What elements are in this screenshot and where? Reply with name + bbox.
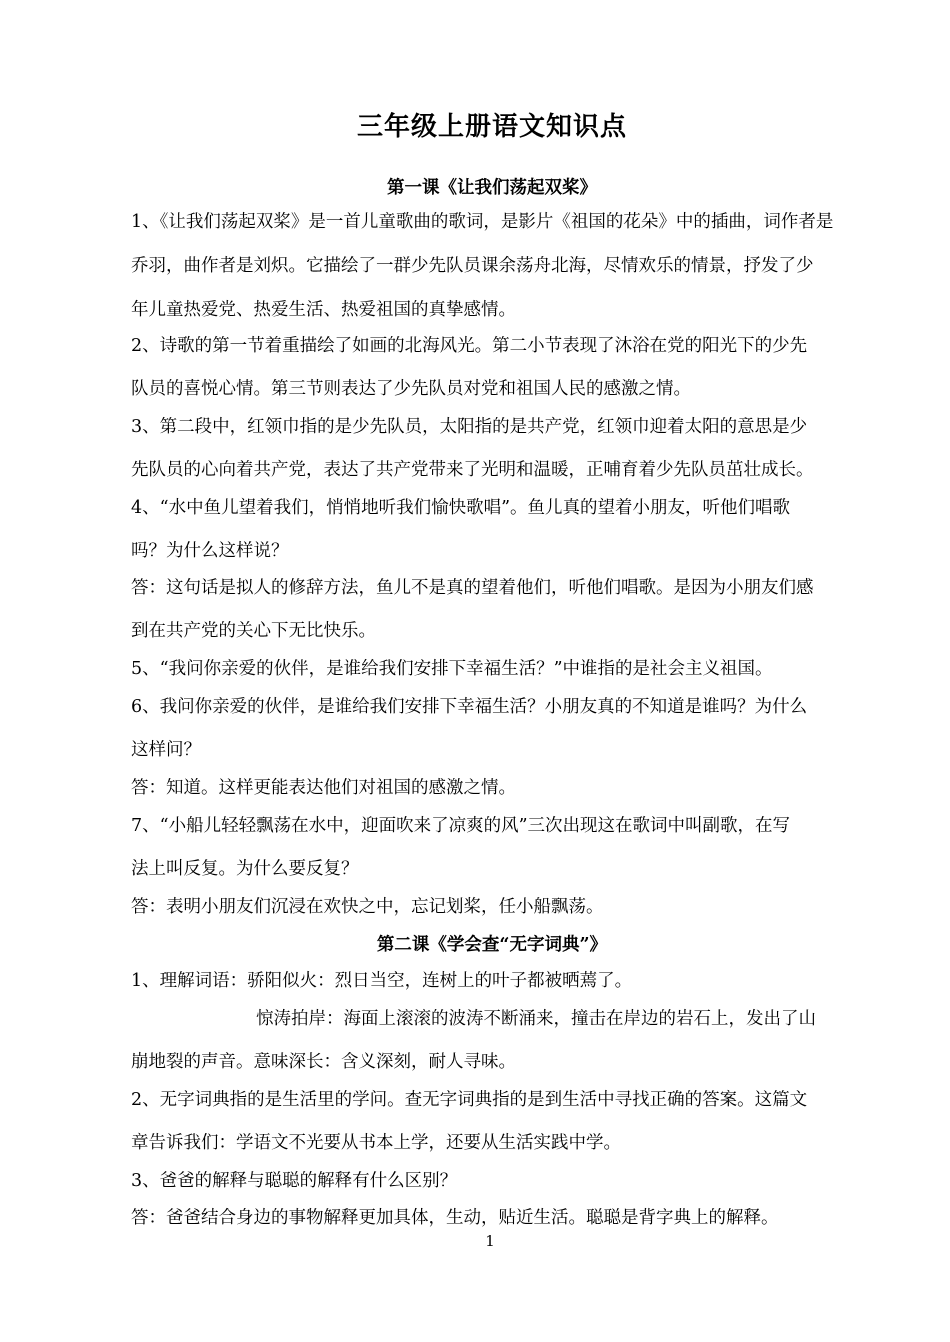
document-title: 三年级上册语文知识点 <box>356 112 627 142</box>
lesson1-heading: 第一课《让我们荡起双桨》 <box>387 178 597 198</box>
answer-line: 到在共产党的关心下无比快乐。 <box>131 621 376 641</box>
answer-line: 答：表明小朋友们沉浸在欢快之中，忘记划桨，任小船飘荡。 <box>131 897 604 917</box>
answer-line: 答：爸爸结合身边的事物解释更加具体，生动，贴近生活。聪聪是背字典上的解释。 <box>131 1208 779 1228</box>
paragraph-line: 1、理解词语：骄阳似火：烈日当空，连树上的叶子都被晒蔫了。 <box>131 971 633 991</box>
paragraph-line: 惊涛拍岸：海面上滚滚的波涛不断涌来，撞击在岸边的岩石上，发出了山 <box>256 1009 816 1029</box>
paragraph-line: 6、我问你亲爱的伙伴，是谁给我们安排下幸福生活？小朋友真的不知道是谁吗？为什么 <box>131 697 808 717</box>
paragraph-line: 3、第二段中，红领巾指的是少先队员，太阳指的是共产党，红领巾迎着太阳的意思是少 <box>131 417 808 437</box>
paragraph-line: 4、“水中鱼儿望着我们，悄悄地听我们愉快歌唱”。鱼儿真的望着小朋友，听他们唱歌 <box>131 498 791 518</box>
answer-line: 答：知道。这样更能表达他们对祖国的感激之情。 <box>131 778 516 798</box>
paragraph-line: 法上叫反复。为什么要反复？ <box>131 859 359 879</box>
lesson2-heading: 第二课《学会查“无字词典”》 <box>376 935 608 955</box>
paragraph-line: 1、《让我们荡起双桨》是一首儿童歌曲的歌词，是影片《祖国的花朵》中的插曲，词作者是 <box>131 212 834 232</box>
paragraph-line: 2、无字词典指的是生活里的学问。查无字词典指的是到生活中寻找正确的答案。这篇文 <box>131 1090 808 1110</box>
paragraph-line: 年儿童热爱党、热爱生活、热爱祖国的真挚感情。 <box>131 300 516 320</box>
paragraph-line: 2、诗歌的第一节着重描绘了如画的北海风光。第二小节表现了沐浴在党的阳光下的少先 <box>131 336 808 356</box>
paragraph-line: 7、“小船儿轻轻飘荡在水中，迎面吹来了凉爽的风”三次出现这在歌词中叫副歌，在写 <box>131 816 791 836</box>
paragraph-line: 崩地裂的声音。意味深长：含义深刻，耐人寻味。 <box>131 1052 516 1072</box>
page-number: 1 <box>485 1232 495 1250</box>
paragraph-line: 吗？为什么这样说？ <box>131 541 289 561</box>
paragraph-line: 队员的喜悦心情。第三节则表达了少先队员对党和祖国人民的感激之情。 <box>131 379 691 399</box>
paragraph-line: 章告诉我们：学语文不光要从书本上学，还要从生活实践中学。 <box>131 1133 621 1153</box>
paragraph-line: 5、“我问你亲爱的伙伴，是谁给我们安排下幸福生活？”中谁指的是社会主义祖国。 <box>131 659 773 679</box>
paragraph-line: 这样问？ <box>131 740 201 760</box>
paragraph-line: 先队员的心向着共产党，表达了共产党带来了光明和温暖，正哺育着少先队员茁壮成长。 <box>131 460 814 480</box>
paragraph-line: 3、爸爸的解释与聪聪的解释有什么区别？ <box>131 1171 458 1191</box>
paragraph-line: 乔羽，曲作者是刘炽。它描绘了一群少先队员课余荡舟北海，尽情欢乐的情景，抒发了少 <box>131 256 814 276</box>
answer-line: 答：这句话是拟人的修辞方法，鱼儿不是真的望着他们，听他们唱歌。是因为小朋友们感 <box>131 578 814 598</box>
